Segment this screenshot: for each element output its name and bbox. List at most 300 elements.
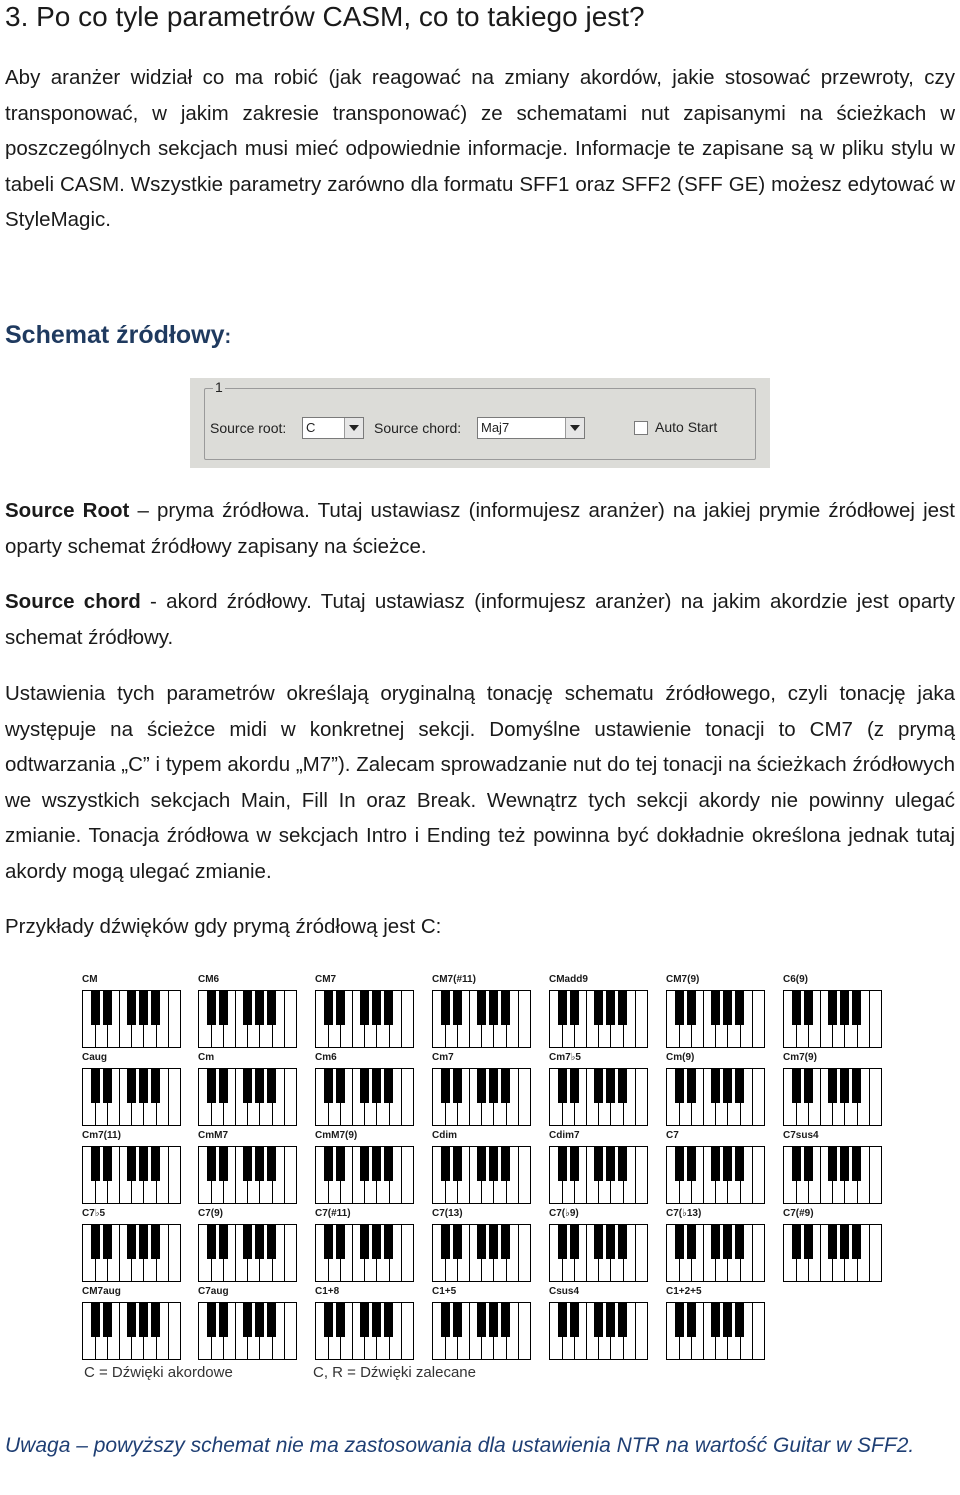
section-title (5, 318, 231, 354)
black-key (324, 1069, 333, 1103)
black-key (618, 1069, 627, 1103)
chord-chart (78, 970, 883, 1390)
chord-diagram (662, 974, 770, 1048)
black-key (324, 1147, 333, 1181)
black-key (828, 1069, 837, 1103)
black-key (151, 1303, 160, 1337)
white-key (635, 1303, 648, 1359)
chord-name: Cm7 (432, 1052, 454, 1063)
white-key (518, 1147, 531, 1203)
black-key (477, 1225, 486, 1259)
black-key (804, 1069, 813, 1103)
chord-diagram (194, 1208, 302, 1282)
black-key (792, 1225, 801, 1259)
chord-diagram (428, 974, 536, 1048)
black-key (735, 1225, 744, 1259)
black-key (723, 1147, 732, 1181)
piano-keyboard (198, 1068, 297, 1126)
piano-keyboard (549, 1224, 648, 1282)
black-key (570, 1303, 579, 1337)
black-key (441, 1225, 450, 1259)
black-key (151, 1069, 160, 1103)
black-key (558, 1069, 567, 1103)
settings-paragraph: Ustawienia tych parametrów określają oryginalną tonację schematu źródłowego, czyli tonację jaka występuje na ścieżce midi w konkretnej sekcji. Domyślne ustawienie tonacji to CM7 (z prymą odtwarzania „C” i typem akordu „M7”). Zalecam sprowadzanie nut do tej tonacji na ścieżkach źródłowych we wszystkich sekcjach Main, Fill In oraz Break. Wewnątrz tych sekcji akordy nie powinny ulegać zmianie. Tonacja źródłowa w sekcjach Intro i Ending też powinna być dokładnie określona jednak tutaj akordy mogą ulegać zmianie. (5, 682, 955, 883)
white-key (752, 1147, 765, 1203)
chord-name: CM7(9) (666, 974, 700, 985)
black-key (804, 991, 813, 1025)
piano-keyboard (432, 1302, 531, 1360)
black-key (453, 1147, 462, 1181)
black-key (372, 1069, 381, 1103)
black-key (139, 1069, 148, 1103)
black-key (501, 1225, 510, 1259)
black-key (219, 991, 228, 1025)
chord-name: C7 (666, 1130, 679, 1141)
chord-name: C7♭5 (82, 1208, 106, 1219)
black-key (336, 1225, 345, 1259)
black-key (267, 1225, 276, 1259)
black-key (267, 1303, 276, 1337)
black-key (336, 1147, 345, 1181)
black-key (711, 1069, 720, 1103)
chord-diagram (428, 1286, 536, 1360)
black-key (219, 1225, 228, 1259)
chord-name: Cm (198, 1052, 215, 1063)
chord-diagram (194, 1052, 302, 1126)
piano-keyboard (315, 1302, 414, 1360)
chord-diagram (78, 1208, 186, 1282)
warning-note: Uwaga – powyższy schemat nie ma zastosowania dla ustawienia NTR na wartość Guitar w SFF2. (5, 1434, 915, 1457)
piano-keyboard (666, 1146, 765, 1204)
black-key (687, 1147, 696, 1181)
black-key (384, 1069, 393, 1103)
white-key (752, 1303, 765, 1359)
black-key (453, 991, 462, 1025)
white-key (284, 1147, 297, 1203)
white-key (752, 1069, 765, 1125)
white-key (518, 991, 531, 1047)
white-key (168, 1147, 181, 1203)
black-key (477, 1147, 486, 1181)
black-key (606, 1069, 615, 1103)
black-key (243, 1303, 252, 1337)
source-root-text: – pryma źródłowa. Tutaj ustawiasz (informujesz aranżer) na jakiej prymie źródłowej jest oparty schemat źródłowy zapisany na ścieżce. (5, 499, 955, 558)
black-key (441, 1147, 450, 1181)
black-key (384, 1225, 393, 1259)
black-key (139, 1225, 148, 1259)
black-key (103, 1303, 112, 1337)
black-key (594, 1147, 603, 1181)
piano-keyboard (783, 990, 882, 1048)
black-key (735, 1303, 744, 1337)
white-key (401, 991, 414, 1047)
source-chord-select[interactable] (477, 417, 585, 439)
piano-keyboard (666, 1068, 765, 1126)
chord-diagram (428, 1052, 536, 1126)
chord-diagram (545, 1208, 653, 1282)
black-key (852, 1147, 861, 1181)
black-key (840, 1225, 849, 1259)
chord-diagram (311, 1286, 419, 1360)
black-key (267, 991, 276, 1025)
black-key (828, 1147, 837, 1181)
black-key (207, 991, 216, 1025)
piano-keyboard (549, 1146, 648, 1204)
chord-diagram (428, 1130, 536, 1204)
chord-name: Cm7(9) (783, 1052, 817, 1063)
black-key (840, 991, 849, 1025)
source-chord-label: Source chord: (374, 420, 462, 436)
black-key (675, 1225, 684, 1259)
black-key (723, 1069, 732, 1103)
white-key (401, 1069, 414, 1125)
black-key (243, 1147, 252, 1181)
white-key (168, 1303, 181, 1359)
black-key (852, 1225, 861, 1259)
black-key (384, 991, 393, 1025)
chord-name: C6(9) (783, 974, 809, 985)
piano-keyboard (315, 990, 414, 1048)
black-key (453, 1225, 462, 1259)
white-key (869, 991, 882, 1047)
black-key (151, 991, 160, 1025)
black-key (336, 1303, 345, 1337)
black-key (91, 1225, 100, 1259)
black-key (687, 1225, 696, 1259)
black-key (255, 991, 264, 1025)
black-key (570, 1069, 579, 1103)
chord-name: C7(9) (198, 1208, 224, 1219)
black-key (711, 1147, 720, 1181)
black-key (675, 1303, 684, 1337)
black-key (103, 991, 112, 1025)
chord-diagram (545, 1052, 653, 1126)
piano-keyboard (315, 1224, 414, 1282)
black-key (103, 1225, 112, 1259)
piano-keyboard (82, 1068, 181, 1126)
piano-keyboard (432, 1224, 531, 1282)
black-key (255, 1069, 264, 1103)
white-key (168, 1069, 181, 1125)
chord-name: C7(#9) (783, 1208, 814, 1219)
piano-keyboard (549, 1302, 648, 1360)
source-root-value: C (306, 420, 316, 435)
piano-keyboard (315, 1068, 414, 1126)
chevron-down-icon[interactable] (565, 418, 584, 438)
black-key (606, 991, 615, 1025)
black-key (255, 1225, 264, 1259)
piano-keyboard (198, 990, 297, 1048)
source-chord-text: - akord źródłowy. Tutaj ustawiasz (informujesz aranżer) na jakim akordzie jest oparty schemat źródłowy. (5, 590, 955, 649)
black-key (360, 1225, 369, 1259)
chord-name: CM7aug (82, 1286, 121, 1297)
source-chord-value: Maj7 (481, 420, 510, 435)
black-key (384, 1303, 393, 1337)
black-key (219, 1069, 228, 1103)
chord-name: CM6 (198, 974, 220, 985)
chord-diagram (428, 1208, 536, 1282)
black-key (828, 991, 837, 1025)
black-key (687, 1303, 696, 1337)
chord-name: C1+8 (315, 1286, 340, 1297)
white-key (401, 1147, 414, 1203)
white-key (635, 1069, 648, 1125)
black-key (127, 1303, 136, 1337)
black-key (558, 1225, 567, 1259)
source-root-label: Source root: (210, 420, 287, 436)
black-key (501, 1303, 510, 1337)
black-key (453, 1069, 462, 1103)
black-key (324, 1303, 333, 1337)
white-key (284, 1069, 297, 1125)
chord-name: C7(♭9) (549, 1208, 579, 1219)
chord-diagram (662, 1286, 770, 1360)
black-key (207, 1303, 216, 1337)
chord-name: CmM7 (198, 1130, 229, 1141)
black-key (606, 1147, 615, 1181)
chord-name: CM7 (315, 974, 337, 985)
chord-diagram (78, 1052, 186, 1126)
source-root-paragraph (5, 493, 955, 564)
white-key (869, 1147, 882, 1203)
white-key (168, 991, 181, 1047)
black-key (606, 1225, 615, 1259)
piano-keyboard (666, 1302, 765, 1360)
chord-name: CM (82, 974, 98, 985)
piano-keyboard (315, 1146, 414, 1204)
chord-name: Caug (82, 1052, 107, 1063)
source-root-term: Source Root (5, 499, 130, 522)
black-key (723, 1225, 732, 1259)
black-key (828, 1225, 837, 1259)
black-key (792, 1069, 801, 1103)
chord-diagram (311, 974, 419, 1048)
chord-diagram (779, 1208, 887, 1282)
black-key (489, 991, 498, 1025)
white-key (752, 991, 765, 1047)
white-key (752, 1225, 765, 1281)
chord-name: C7(13) (432, 1208, 463, 1219)
black-key (91, 1303, 100, 1337)
black-key (840, 1069, 849, 1103)
black-key (372, 991, 381, 1025)
white-key (635, 991, 648, 1047)
black-key (267, 1147, 276, 1181)
white-key (635, 1147, 648, 1203)
black-key (219, 1147, 228, 1181)
chord-diagram (194, 1130, 302, 1204)
black-key (594, 1303, 603, 1337)
black-key (441, 991, 450, 1025)
black-key (852, 991, 861, 1025)
legend-chord-tones: C = Dźwięki akordowe (84, 1364, 233, 1381)
chord-diagram (194, 974, 302, 1048)
chord-diagram (779, 1052, 887, 1126)
piano-keyboard (82, 1146, 181, 1204)
black-key (267, 1069, 276, 1103)
black-key (501, 1069, 510, 1103)
black-key (735, 1147, 744, 1181)
source-root-select[interactable] (302, 417, 364, 439)
black-key (570, 1147, 579, 1181)
black-key (477, 991, 486, 1025)
black-key (91, 1147, 100, 1181)
black-key (127, 1069, 136, 1103)
white-key (401, 1225, 414, 1281)
black-key (558, 1303, 567, 1337)
black-key (372, 1147, 381, 1181)
black-key (139, 1147, 148, 1181)
black-key (103, 1069, 112, 1103)
black-key (618, 1147, 627, 1181)
chord-diagram (545, 1130, 653, 1204)
dialog-group-label: 1 (215, 379, 223, 395)
black-key (207, 1225, 216, 1259)
black-key (852, 1069, 861, 1103)
black-key (243, 1225, 252, 1259)
chord-diagram (78, 974, 186, 1048)
piano-keyboard (666, 990, 765, 1048)
black-key (127, 991, 136, 1025)
black-key (255, 1303, 264, 1337)
piano-keyboard (432, 1146, 531, 1204)
black-key (594, 1069, 603, 1103)
chord-name: C7(#11) (315, 1208, 351, 1219)
casm-dialog (190, 378, 770, 468)
black-key (255, 1147, 264, 1181)
black-key (360, 991, 369, 1025)
black-key (453, 1303, 462, 1337)
black-key (372, 1225, 381, 1259)
black-key (324, 1225, 333, 1259)
chord-diagram (311, 1130, 419, 1204)
piano-keyboard (432, 990, 531, 1048)
black-key (804, 1225, 813, 1259)
black-key (441, 1303, 450, 1337)
black-key (675, 1069, 684, 1103)
piano-keyboard (432, 1068, 531, 1126)
black-key (243, 1069, 252, 1103)
chord-diagram (662, 1052, 770, 1126)
black-key (103, 1147, 112, 1181)
black-key (139, 991, 148, 1025)
black-key (139, 1303, 148, 1337)
chord-diagram (78, 1286, 186, 1360)
black-key (804, 1147, 813, 1181)
black-key (570, 1225, 579, 1259)
chevron-down-icon[interactable] (344, 418, 363, 438)
chord-diagram (779, 974, 887, 1048)
black-key (735, 1069, 744, 1103)
black-key (723, 1303, 732, 1337)
legend-recommended-tones: C, R = Dźwięki zalecane (313, 1364, 476, 1381)
white-key (284, 1303, 297, 1359)
black-key (618, 1225, 627, 1259)
white-key (518, 1225, 531, 1281)
chord-name: CM7(#11) (432, 974, 476, 985)
black-key (207, 1147, 216, 1181)
black-key (594, 1225, 603, 1259)
black-key (570, 991, 579, 1025)
white-key (401, 1303, 414, 1359)
chord-diagram (311, 1052, 419, 1126)
black-key (489, 1147, 498, 1181)
black-key (735, 991, 744, 1025)
black-key (477, 1069, 486, 1103)
chord-name: Cm7(11) (82, 1130, 121, 1141)
black-key (711, 991, 720, 1025)
black-key (618, 1303, 627, 1337)
chord-name: C1+2+5 (666, 1286, 702, 1297)
piano-keyboard (783, 1224, 882, 1282)
piano-keyboard (82, 990, 181, 1048)
black-key (501, 1147, 510, 1181)
black-key (127, 1147, 136, 1181)
chord-diagram (545, 974, 653, 1048)
black-key (675, 991, 684, 1025)
chord-name: CmM7(9) (315, 1130, 358, 1141)
black-key (618, 991, 627, 1025)
black-key (594, 991, 603, 1025)
black-key (127, 1225, 136, 1259)
black-key (489, 1225, 498, 1259)
black-key (723, 991, 732, 1025)
black-key (384, 1147, 393, 1181)
auto-start-checkbox[interactable] (634, 421, 648, 435)
black-key (711, 1303, 720, 1337)
black-key (372, 1303, 381, 1337)
black-key (360, 1303, 369, 1337)
chord-diagram (662, 1208, 770, 1282)
chord-name: C7sus4 (783, 1130, 819, 1141)
black-key (675, 1147, 684, 1181)
chord-diagram (779, 1130, 887, 1204)
black-key (477, 1303, 486, 1337)
black-key (441, 1069, 450, 1103)
white-key (635, 1225, 648, 1281)
chord-diagram (194, 1286, 302, 1360)
chord-name: Csus4 (549, 1286, 580, 1297)
white-key (869, 1069, 882, 1125)
intro-paragraph: Aby aranżer widział co ma robić (jak reagować na zmiany akordów, jakie stosować przewroty, czy transponować, w jakim zakresie transponować) ze schematami nut zapisanymi na ścieżkach w poszczególnych sekcjach musi mieć odpowiednie informacje. Informacje te zapisane są w pliku stylu w tabeli CASM. Wszystkie parametry zarówno dla formatu SFF1 oraz SFF2 (SFF GE) możesz edytować w StyleMagic. (5, 66, 955, 231)
black-key (501, 991, 510, 1025)
chord-diagram (311, 1208, 419, 1282)
piano-keyboard (82, 1224, 181, 1282)
black-key (558, 991, 567, 1025)
piano-keyboard (198, 1302, 297, 1360)
black-key (336, 1069, 345, 1103)
piano-keyboard (783, 1146, 882, 1204)
black-key (687, 991, 696, 1025)
black-key (711, 1225, 720, 1259)
chord-diagram (78, 1130, 186, 1204)
chord-name: Cm(9) (666, 1052, 695, 1063)
white-key (518, 1303, 531, 1359)
source-chord-paragraph (5, 584, 955, 655)
chord-name: Cm7♭5 (549, 1052, 581, 1063)
chord-name: C7(♭13) (666, 1208, 702, 1219)
black-key (792, 991, 801, 1025)
piano-keyboard (198, 1224, 297, 1282)
black-key (324, 991, 333, 1025)
chord-diagram (545, 1286, 653, 1360)
source-chord-term: Source chord (5, 590, 141, 613)
section-title-colon: : (224, 326, 232, 348)
chord-name: C1+5 (432, 1286, 457, 1297)
black-key (91, 1069, 100, 1103)
white-key (168, 1225, 181, 1281)
piano-keyboard (549, 990, 648, 1048)
